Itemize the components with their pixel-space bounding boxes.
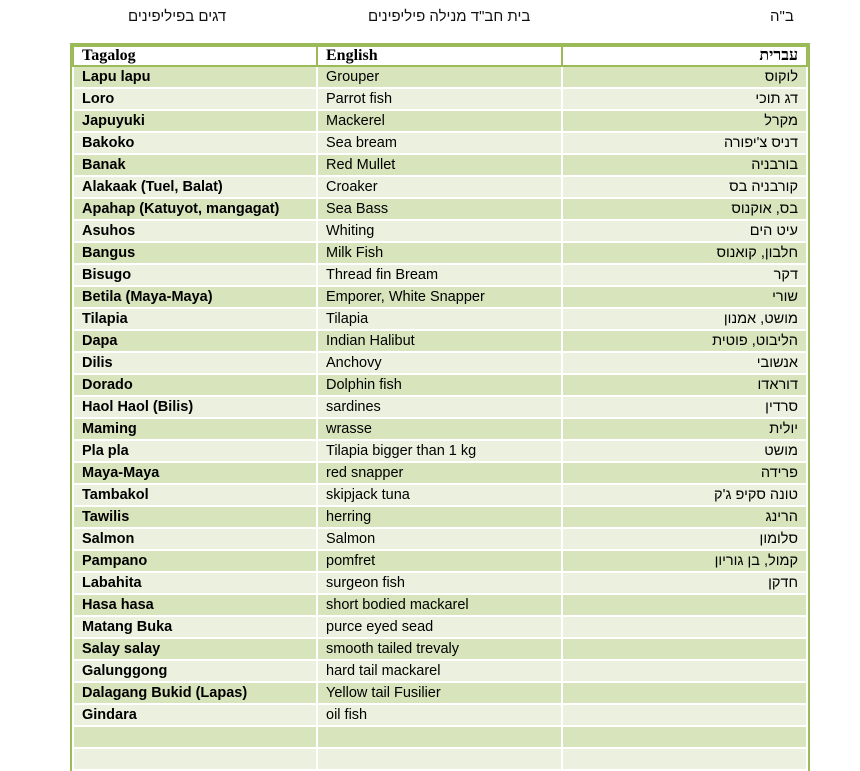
cell-tagalog <box>73 726 317 748</box>
cell-hebrew <box>562 748 807 770</box>
cell-tagalog: Banak <box>73 154 317 176</box>
table-row <box>73 616 807 638</box>
table-row <box>73 462 807 484</box>
cell-english: Indian Halibut <box>317 330 562 352</box>
cell-tagalog: Pampano <box>73 550 317 572</box>
cell-tagalog: Bakoko <box>73 132 317 154</box>
cell-hebrew: לוקוס <box>562 66 807 88</box>
cell-hebrew: חדקן <box>562 572 807 594</box>
table-row <box>73 748 807 770</box>
cell-english: wrasse <box>317 418 562 440</box>
cell-english: Tilapia bigger than 1 kg <box>317 440 562 462</box>
cell-hebrew <box>562 726 807 748</box>
cell-english: pomfret <box>317 550 562 572</box>
cell-hebrew: אנשובי <box>562 352 807 374</box>
cell-hebrew <box>562 682 807 704</box>
cell-hebrew: הרינג <box>562 506 807 528</box>
table-row <box>73 374 807 396</box>
cell-tagalog: Asuhos <box>73 220 317 242</box>
cell-tagalog: Dapa <box>73 330 317 352</box>
table-row <box>73 396 807 418</box>
table-row <box>73 264 807 286</box>
cell-english: surgeon fish <box>317 572 562 594</box>
cell-tagalog: Dalagang Bukid (Lapas) <box>73 682 317 704</box>
cell-hebrew: מקרל <box>562 110 807 132</box>
cell-english: purce eyed sead <box>317 616 562 638</box>
cell-english: Sea bream <box>317 132 562 154</box>
cell-tagalog <box>73 748 317 770</box>
table-header-row <box>73 46 807 66</box>
cell-tagalog: Bisugo <box>73 264 317 286</box>
cell-hebrew: עיט הים <box>562 220 807 242</box>
table-row <box>73 198 807 220</box>
cell-tagalog: Dorado <box>73 374 317 396</box>
cell-english: Salmon <box>317 528 562 550</box>
cell-hebrew: סלומון <box>562 528 807 550</box>
cell-tagalog: Tawilis <box>73 506 317 528</box>
cell-hebrew: קורבניה בס <box>562 176 807 198</box>
cell-tagalog: Galunggong <box>73 660 317 682</box>
fish-table <box>72 45 808 771</box>
cell-english: smooth tailed trevaly <box>317 638 562 660</box>
cell-tagalog: Maya-Maya <box>73 462 317 484</box>
cell-english: Grouper <box>317 66 562 88</box>
header-right-mark: ב"ה <box>770 8 794 25</box>
cell-tagalog: Apahap (Katuyot, mangagat) <box>73 198 317 220</box>
cell-tagalog: Japuyuki <box>73 110 317 132</box>
cell-hebrew <box>562 660 807 682</box>
table-row <box>73 88 807 110</box>
table-row <box>73 550 807 572</box>
cell-hebrew: מושט <box>562 440 807 462</box>
table-row <box>73 242 807 264</box>
cell-tagalog: Maming <box>73 418 317 440</box>
cell-hebrew: טונה סקיפ ג'ק <box>562 484 807 506</box>
cell-tagalog: Salmon <box>73 528 317 550</box>
column-header-hebrew: עברית <box>562 46 807 66</box>
cell-english <box>317 726 562 748</box>
table-row <box>73 704 807 726</box>
cell-hebrew <box>562 704 807 726</box>
cell-hebrew: דוראדו <box>562 374 807 396</box>
cell-hebrew: דקר <box>562 264 807 286</box>
cell-hebrew: דג תוכי <box>562 88 807 110</box>
cell-english: sardines <box>317 396 562 418</box>
header-left-title: דגים בפיליפינים <box>128 8 227 25</box>
cell-tagalog: Labahita <box>73 572 317 594</box>
cell-hebrew: יולית <box>562 418 807 440</box>
table-row <box>73 638 807 660</box>
table-row <box>73 660 807 682</box>
table-row <box>73 418 807 440</box>
cell-english: oil fish <box>317 704 562 726</box>
table-row <box>73 682 807 704</box>
cell-hebrew: פרידה <box>562 462 807 484</box>
cell-hebrew: דניס צ'יפורה <box>562 132 807 154</box>
cell-hebrew: קמול, בן גוריון <box>562 550 807 572</box>
cell-hebrew <box>562 638 807 660</box>
cell-english: Yellow tail Fusilier <box>317 682 562 704</box>
cell-hebrew: הליבוט, פוטית <box>562 330 807 352</box>
cell-english: red snapper <box>317 462 562 484</box>
cell-english: Thread fin Bream <box>317 264 562 286</box>
cell-hebrew: שורי <box>562 286 807 308</box>
cell-tagalog: Tilapia <box>73 308 317 330</box>
table-row <box>73 572 807 594</box>
table-row <box>73 308 807 330</box>
cell-english: herring <box>317 506 562 528</box>
cell-english: Sea Bass <box>317 198 562 220</box>
cell-english: Tilapia <box>317 308 562 330</box>
table-row <box>73 594 807 616</box>
table-row <box>73 528 807 550</box>
cell-english: Parrot fish <box>317 88 562 110</box>
column-header-tagalog: Tagalog <box>73 46 317 66</box>
column-header-english: English <box>317 46 562 66</box>
cell-tagalog: Lapu lapu <box>73 66 317 88</box>
cell-english: Emporer, White Snapper <box>317 286 562 308</box>
cell-tagalog: Loro <box>73 88 317 110</box>
cell-hebrew: חלבון, קואנוס <box>562 242 807 264</box>
cell-tagalog: Pla pla <box>73 440 317 462</box>
cell-english: Red Mullet <box>317 154 562 176</box>
table-row <box>73 66 807 88</box>
table-row <box>73 176 807 198</box>
cell-tagalog: Alakaak (Tuel, Balat) <box>73 176 317 198</box>
cell-tagalog: Gindara <box>73 704 317 726</box>
cell-hebrew: מושט, אמנון <box>562 308 807 330</box>
cell-english: short bodied mackarel <box>317 594 562 616</box>
cell-english: Croaker <box>317 176 562 198</box>
table-row <box>73 484 807 506</box>
cell-english: Whiting <box>317 220 562 242</box>
cell-english: Milk Fish <box>317 242 562 264</box>
table-row <box>73 110 807 132</box>
cell-hebrew: בורבניה <box>562 154 807 176</box>
cell-tagalog: Salay salay <box>73 638 317 660</box>
cell-tagalog: Betila (Maya-Maya) <box>73 286 317 308</box>
cell-english: hard tail mackarel <box>317 660 562 682</box>
cell-hebrew: סרדין <box>562 396 807 418</box>
table-row <box>73 352 807 374</box>
table-row <box>73 154 807 176</box>
cell-tagalog: Bangus <box>73 242 317 264</box>
cell-hebrew <box>562 594 807 616</box>
cell-english: Anchovy <box>317 352 562 374</box>
cell-hebrew <box>562 616 807 638</box>
header-center-title: בית חב"ד מנילה פיליפינים <box>368 8 531 25</box>
cell-tagalog: Haol Haol (Bilis) <box>73 396 317 418</box>
cell-english <box>317 748 562 770</box>
table-row <box>73 726 807 748</box>
table-row <box>73 220 807 242</box>
cell-tagalog: Tambakol <box>73 484 317 506</box>
cell-tagalog: Dilis <box>73 352 317 374</box>
cell-tagalog: Matang Buka <box>73 616 317 638</box>
cell-english: skipjack tuna <box>317 484 562 506</box>
cell-hebrew: בס, אוקנוס <box>562 198 807 220</box>
table-row <box>73 286 807 308</box>
table-row <box>73 330 807 352</box>
cell-tagalog: Hasa hasa <box>73 594 317 616</box>
table-row <box>73 132 807 154</box>
cell-english: Dolphin fish <box>317 374 562 396</box>
cell-english: Mackerel <box>317 110 562 132</box>
table-row <box>73 506 807 528</box>
table-row <box>73 440 807 462</box>
